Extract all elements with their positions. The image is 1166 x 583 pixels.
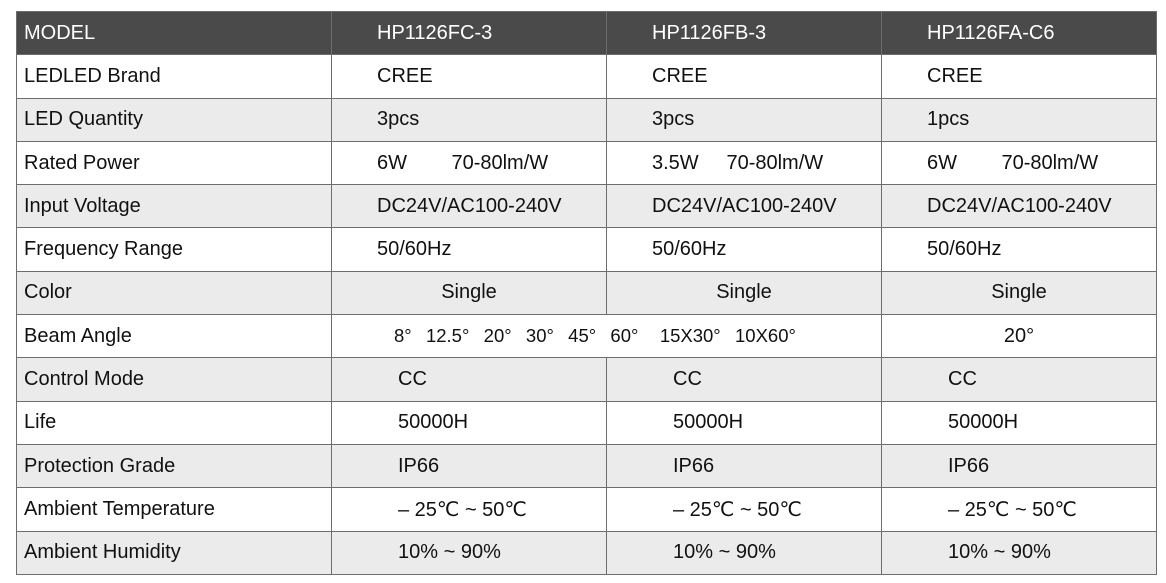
table-row <box>17 315 1157 358</box>
row-value: CC <box>882 358 1157 401</box>
row-value: 6W 70-80lm/W <box>332 141 607 184</box>
table-row <box>17 488 1157 531</box>
row-value: Single <box>607 271 882 314</box>
row-value: 50/60Hz <box>332 228 607 271</box>
table-row <box>17 98 1157 141</box>
row-value: – 25℃ ~ 50℃ <box>882 488 1157 531</box>
row-value: DC24V/AC100-240V <box>332 185 607 228</box>
row-label: Frequency Range <box>17 228 332 271</box>
row-value: 10% ~ 90% <box>882 531 1157 574</box>
row-value: IP66 <box>332 444 607 487</box>
row-value: Single <box>332 271 607 314</box>
row-value: CREE <box>332 55 607 98</box>
row-label: Input Voltage <box>17 185 332 228</box>
table-row <box>17 401 1157 444</box>
spec-table-container <box>16 11 1156 575</box>
row-value: Single <box>882 271 1157 314</box>
table-row <box>17 141 1157 184</box>
row-value: – 25℃ ~ 50℃ <box>332 488 607 531</box>
header-label: MODEL <box>17 12 332 55</box>
row-value: – 25℃ ~ 50℃ <box>607 488 882 531</box>
row-value: 1pcs <box>882 98 1157 141</box>
row-label: Rated Power <box>17 141 332 184</box>
table-row <box>17 444 1157 487</box>
row-value: DC24V/AC100-240V <box>882 185 1157 228</box>
row-value: 3pcs <box>607 98 882 141</box>
row-value: CC <box>607 358 882 401</box>
row-value: IP66 <box>882 444 1157 487</box>
row-value: 20° <box>882 315 1157 358</box>
row-label: Control Mode <box>17 358 332 401</box>
row-value: 3pcs <box>332 98 607 141</box>
row-value: 10% ~ 90% <box>332 531 607 574</box>
row-value: 10% ~ 90% <box>607 531 882 574</box>
header-model-2: HP1126FB-3 <box>607 12 882 55</box>
row-value: IP66 <box>607 444 882 487</box>
table-row <box>17 228 1157 271</box>
table-row <box>17 358 1157 401</box>
row-label: Protection Grade <box>17 444 332 487</box>
row-label: LEDLED Brand <box>17 55 332 98</box>
header-model-1: HP1126FC-3 <box>332 12 607 55</box>
row-value: CREE <box>882 55 1157 98</box>
row-label: LED Quantity <box>17 98 332 141</box>
table-header-row <box>17 12 1157 55</box>
row-label: Color <box>17 271 332 314</box>
row-value: 50/60Hz <box>882 228 1157 271</box>
row-value: 50000H <box>332 401 607 444</box>
beam-angle-merged-value: 8° 12.5° 20° 30° 45° 60° 15X30° 10X60° <box>332 315 882 358</box>
row-value: 50000H <box>882 401 1157 444</box>
row-label: Beam Angle <box>17 315 332 358</box>
table-row <box>17 185 1157 228</box>
table-row <box>17 55 1157 98</box>
table-row <box>17 531 1157 574</box>
row-value: 6W 70-80lm/W <box>882 141 1157 184</box>
row-value: CREE <box>607 55 882 98</box>
row-label: Ambient Humidity <box>17 531 332 574</box>
row-value: 50/60Hz <box>607 228 882 271</box>
row-label: Life <box>17 401 332 444</box>
row-value: 50000H <box>607 401 882 444</box>
table-row <box>17 271 1157 314</box>
row-value: CC <box>332 358 607 401</box>
row-label: Ambient Temperature <box>17 488 332 531</box>
row-value: DC24V/AC100-240V <box>607 185 882 228</box>
spec-table <box>16 11 1157 575</box>
header-model-3: HP1126FA-C6 <box>882 12 1157 55</box>
row-value: 3.5W 70-80lm/W <box>607 141 882 184</box>
